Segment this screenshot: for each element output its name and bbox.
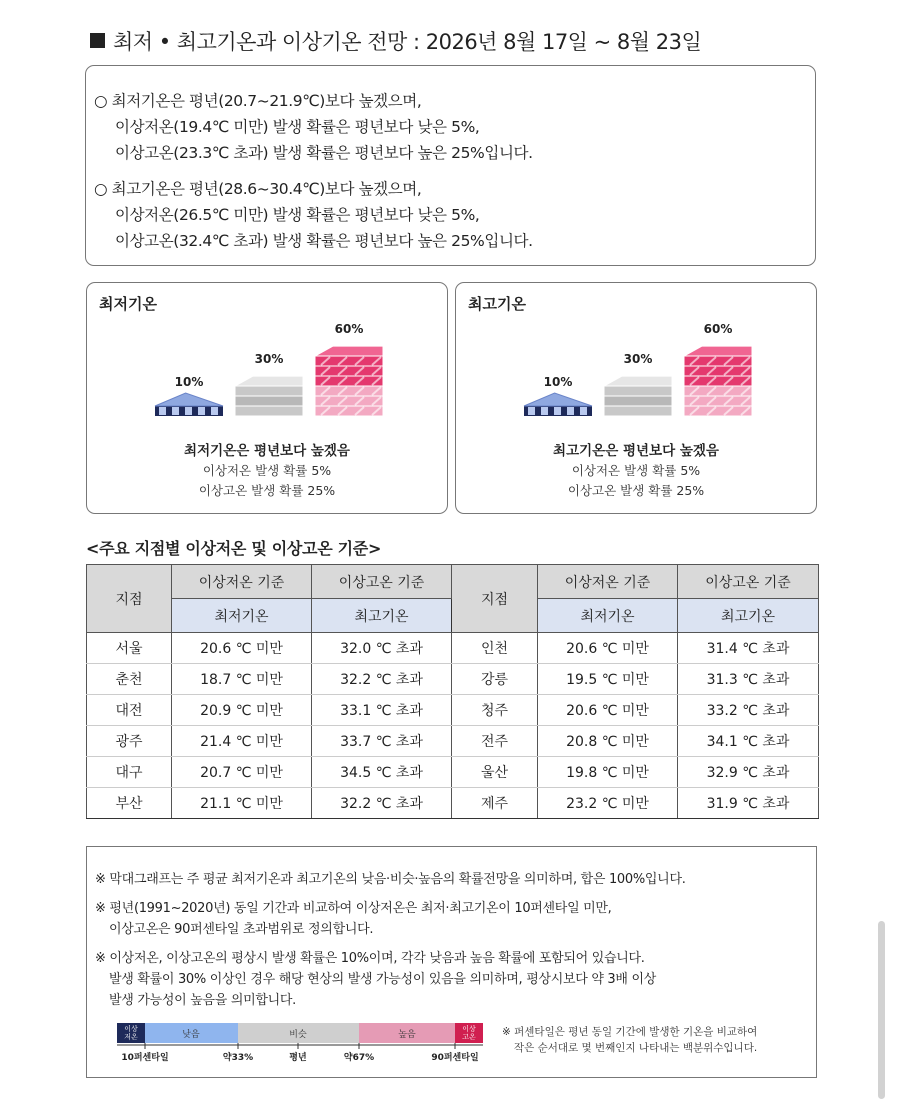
- summary-high-line2: 이상저온(26.5℃ 미만) 발생 확률은 평년보다 낮은 5%,: [115, 206, 480, 224]
- header-abn-high: 이상고온 기준: [312, 565, 452, 599]
- table-title: <주요 지점별 이상저온 및 이상고온 기준>: [86, 539, 382, 558]
- header-abn-low: 이상저온 기준: [172, 565, 312, 599]
- abn-high-cell: 34.5 ℃ 초과: [312, 757, 452, 788]
- scale-label-abn-low-1: 이상: [124, 1025, 138, 1033]
- abn-high-cell: 33.1 ℃ 초과: [312, 695, 452, 726]
- abn-low-cell: 20.6 ℃ 미만: [172, 633, 312, 664]
- abn-low-cell: 19.5 ℃ 미만: [538, 664, 678, 695]
- abn-high-cell: 34.1 ℃ 초과: [678, 726, 819, 757]
- bar-percent-label: 30%: [623, 352, 653, 366]
- summary-low: [94, 88, 815, 166]
- abn-low-cell: 20.7 ℃ 미만: [172, 757, 312, 788]
- site-cell: 인천: [452, 633, 538, 664]
- header-min-temp: 최저기온: [172, 599, 312, 633]
- note-probability-line1: ※ 이상저온, 이상고온의 평상시 발생 확률은 10%이며, 각각 낮음과 높음 확률에 포함되어 있습니다.: [95, 951, 645, 966]
- scale-tick-90: 90퍼센타일: [431, 1053, 479, 1063]
- site-cell: 전주: [452, 726, 538, 757]
- panel-caption-main: 최고기온은 평년보다 높겠음: [553, 443, 719, 459]
- abn-low-cell: 20.6 ℃ 미만: [538, 695, 678, 726]
- header-site: 지점: [452, 565, 538, 633]
- panel-title: 최저기온: [99, 295, 157, 313]
- criteria-table: [86, 564, 819, 819]
- scale-label-similar: 비슷: [289, 1030, 307, 1040]
- abn-low-cell: 20.8 ℃ 미만: [538, 726, 678, 757]
- abn-low-cell: 21.1 ℃ 미만: [172, 788, 312, 819]
- abn-high-cell: 31.9 ℃ 초과: [678, 788, 819, 819]
- abn-low-cell: 20.9 ℃ 미만: [172, 695, 312, 726]
- bar-similar-slab: [235, 376, 303, 396]
- bar-percent-label: 60%: [703, 322, 733, 336]
- panel-caption-high: 이상고온 발생 확률 25%: [198, 483, 336, 498]
- header-max-temp: 최고기온: [678, 599, 819, 633]
- scrollbar[interactable]: [878, 921, 885, 1099]
- site-cell: 서울: [87, 633, 172, 664]
- panel-caption-main: 최저기온은 평년보다 높겠음: [184, 443, 350, 459]
- bar-similar-slab: [604, 376, 672, 396]
- table-row: [87, 788, 819, 819]
- bar-high-slab: [315, 346, 383, 366]
- notes-box: [86, 846, 817, 1078]
- panel-title: 최고기온: [468, 295, 526, 313]
- table-row: [87, 664, 819, 695]
- scale-tick-33: 약33%: [222, 1053, 254, 1063]
- percentile-scale: [109, 1022, 509, 1072]
- scale-label-high: 높음: [398, 1030, 416, 1040]
- probability-bar-graphic: [456, 283, 818, 443]
- abn-high-cell: 32.2 ℃ 초과: [312, 788, 452, 819]
- table-header-row: [87, 565, 819, 599]
- summary-low-line1: ○ 최저기온은 평년(20.7~21.9℃)보다 높겠으며,: [94, 92, 422, 110]
- abn-high-cell: 31.3 ℃ 초과: [678, 664, 819, 695]
- bar-low: [524, 393, 592, 416]
- site-cell: 광주: [87, 726, 172, 757]
- square-bullet-icon: [90, 33, 105, 48]
- abn-low-cell: 21.4 ℃ 미만: [172, 726, 312, 757]
- summary-low-line2: 이상저온(19.4℃ 미만) 발생 확률은 평년보다 낮은 5%,: [115, 118, 480, 136]
- site-cell: 강릉: [452, 664, 538, 695]
- bar-percent-label: 30%: [254, 352, 284, 366]
- note-definition-line2: 이상고온은 90퍼센타일 초과범위로 정의합니다.: [109, 922, 374, 937]
- percentile-note-line2: 작은 순서대로 몇 번째인지 나타내는 백분위수입니다.: [514, 1042, 758, 1054]
- bar-percent-label: 10%: [543, 375, 573, 389]
- panel-caption-low: 이상저온 발생 확률 5%: [571, 463, 701, 478]
- table-row: [87, 695, 819, 726]
- summary-high-line3: 이상고온(32.4℃ 초과) 발생 확률은 평년보다 높은 25%입니다.: [115, 232, 533, 250]
- note-probability: [95, 948, 656, 1011]
- panel-caption-high: 이상고온 발생 확률 25%: [567, 483, 705, 498]
- scale-label-abn-high-1: 이상: [462, 1025, 476, 1033]
- site-cell: 대구: [87, 757, 172, 788]
- bar-percent-label: 10%: [174, 375, 204, 389]
- min-temp-panel: [86, 282, 448, 514]
- note-definition-line1: ※ 평년(1991~2020년) 동일 기간과 비교하여 이상저온은 최저·최고기온이 10퍼센타일 미만,: [95, 901, 612, 916]
- bar-percent-label: 60%: [334, 322, 364, 336]
- percentile-note-line1: ※ 퍼센타일은 평년 동일 기간에 발생한 기온을 비교하여: [502, 1026, 758, 1038]
- abn-high-cell: 32.0 ℃ 초과: [312, 633, 452, 664]
- note-definition: [95, 898, 612, 940]
- abn-low-cell: 19.8 ℃ 미만: [538, 757, 678, 788]
- panel-caption-low: 이상저온 발생 확률 5%: [202, 463, 332, 478]
- header-max-temp: 최고기온: [312, 599, 452, 633]
- scale-label-abn-high-2: 고온: [462, 1033, 476, 1041]
- scale-tick-normal: 평년: [289, 1053, 307, 1063]
- summary-high: [94, 176, 815, 254]
- page-title: [90, 26, 701, 56]
- header-abn-high: 이상고온 기준: [678, 565, 819, 599]
- bar-low: [155, 393, 223, 416]
- max-temp-panel: [455, 282, 817, 514]
- scale-label-abn-low-2: 저온: [124, 1033, 138, 1041]
- abn-high-cell: 32.9 ℃ 초과: [678, 757, 819, 788]
- summary-low-line3: 이상고온(23.3℃ 초과) 발생 확률은 평년보다 높은 25%입니다.: [115, 144, 533, 162]
- probability-bar-graphic: [87, 283, 449, 443]
- site-cell: 제주: [452, 788, 538, 819]
- abn-low-cell: 18.7 ℃ 미만: [172, 664, 312, 695]
- summary-box: [85, 65, 816, 266]
- scale-tick-67: 약67%: [343, 1053, 375, 1063]
- abn-low-cell: 20.6 ℃ 미만: [538, 633, 678, 664]
- scale-tick-10: 10퍼센타일: [121, 1053, 169, 1063]
- abn-high-cell: 32.2 ℃ 초과: [312, 664, 452, 695]
- scale-label-low: 낮음: [182, 1030, 200, 1040]
- site-cell: 대전: [87, 695, 172, 726]
- site-cell: 청주: [452, 695, 538, 726]
- abn-high-cell: 31.4 ℃ 초과: [678, 633, 819, 664]
- site-cell: 부산: [87, 788, 172, 819]
- site-cell: 춘천: [87, 664, 172, 695]
- table-row: [87, 726, 819, 757]
- summary-high-line1: ○ 최고기온은 평년(28.6~30.4℃)보다 높겠으며,: [94, 180, 422, 198]
- page-title-text: 최저 • 최고기온과 이상기온 전망 : 2026년 8월 17일 ~ 8월 23일: [113, 30, 702, 54]
- abn-high-cell: 33.2 ℃ 초과: [678, 695, 819, 726]
- note-probability-line3: 발생 가능성이 높음을 의미합니다.: [109, 993, 296, 1008]
- abn-high-cell: 33.7 ℃ 초과: [312, 726, 452, 757]
- header-site: 지점: [87, 565, 172, 633]
- percentile-note: [502, 1024, 757, 1056]
- note-probability-line2: 발생 확률이 30% 이상인 경우 해당 현상의 발생 가능성이 있음을 의미하며, 평상시보다 약 3배 이상: [109, 972, 656, 987]
- header-min-temp: 최저기온: [538, 599, 678, 633]
- table-row: [87, 757, 819, 788]
- bar-high-slab: [684, 346, 752, 366]
- site-cell: 울산: [452, 757, 538, 788]
- header-abn-low: 이상저온 기준: [538, 565, 678, 599]
- table-row: [87, 633, 819, 664]
- note-bar-graph: ※ 막대그래프는 주 평균 최저기온과 최고기온의 낮음·비슷·높음의 확률전망을 의미하며, 합은 100%입니다.: [95, 872, 686, 887]
- abn-low-cell: 23.2 ℃ 미만: [538, 788, 678, 819]
